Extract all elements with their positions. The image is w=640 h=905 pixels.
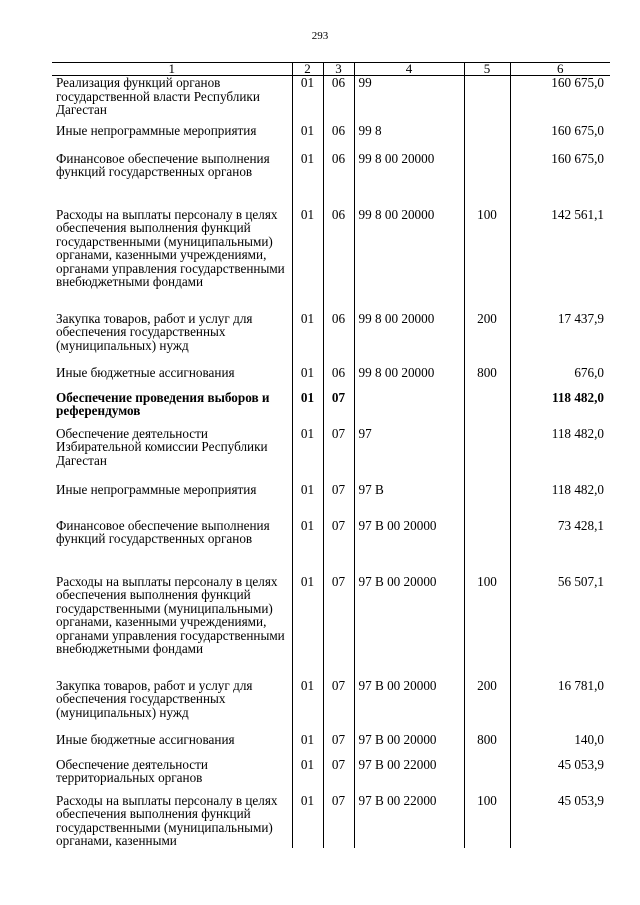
- table-row: [52, 76, 610, 124]
- table-row: [52, 575, 610, 679]
- row-chapter: 01: [292, 794, 323, 848]
- row-expense-type: [464, 519, 510, 575]
- table-row: [52, 391, 610, 427]
- row-expense-type: 100: [464, 794, 510, 848]
- row-expense-type: [464, 76, 510, 124]
- row-article: 97 В 00 20000: [354, 519, 464, 575]
- row-name: Иные бюджетные ассигнования: [52, 366, 292, 391]
- header-row: [52, 63, 610, 76]
- header-col-5: 5: [464, 63, 510, 76]
- row-subsection: 07: [323, 733, 354, 758]
- row-article: 99 8 00 20000: [354, 312, 464, 366]
- row-article: 97 В 00 20000: [354, 575, 464, 679]
- table-row: [52, 152, 610, 208]
- row-amount: 56 507,1: [510, 575, 610, 679]
- page-number: 293: [311, 30, 329, 42]
- row-expense-type: [464, 124, 510, 152]
- row-subsection: 06: [323, 124, 354, 152]
- row-expense-type: [464, 391, 510, 427]
- row-subsection: 06: [323, 208, 354, 312]
- row-name: Обеспечение проведения выборов и референдумов: [52, 391, 292, 427]
- row-article: 99: [354, 76, 464, 124]
- row-name: Иные бюджетные ассигнования: [52, 733, 292, 758]
- row-article: [354, 391, 464, 427]
- row-chapter: 01: [292, 575, 323, 679]
- row-name: Финансовое обеспечение выполнения функций государственных органов: [52, 152, 292, 208]
- row-expense-type: [464, 427, 510, 483]
- row-chapter: 01: [292, 427, 323, 483]
- table-row: [52, 208, 610, 312]
- row-name: Финансовое обеспечение выполнения функций государственных органов: [52, 519, 292, 575]
- row-subsection: 07: [323, 758, 354, 794]
- row-subsection: 07: [323, 391, 354, 427]
- row-article: 99 8 00 20000: [354, 152, 464, 208]
- row-amount: 45 053,9: [510, 758, 610, 794]
- row-name: Обеспечение деятельности территориальных органов: [52, 758, 292, 794]
- row-chapter: 01: [292, 391, 323, 427]
- row-name: Реализация функций органов государственной власти Республики Дагестан: [52, 76, 292, 124]
- row-chapter: 01: [292, 483, 323, 519]
- row-subsection: 06: [323, 152, 354, 208]
- row-article: 97 В 00 20000: [354, 733, 464, 758]
- row-amount: 16 781,0: [510, 679, 610, 733]
- row-amount: 118 482,0: [510, 391, 610, 427]
- row-expense-type: 100: [464, 208, 510, 312]
- row-chapter: 01: [292, 733, 323, 758]
- row-expense-type: 800: [464, 366, 510, 391]
- row-name: Иные непрограммные мероприятия: [52, 124, 292, 152]
- row-amount: 160 675,0: [510, 76, 610, 124]
- row-subsection: 06: [323, 76, 354, 124]
- row-article: 97 В 00 20000: [354, 679, 464, 733]
- header-col-3: 3: [323, 63, 354, 76]
- header-col-6: 6: [510, 63, 610, 76]
- row-article: 99 8: [354, 124, 464, 152]
- row-subsection: 07: [323, 427, 354, 483]
- table-row: [52, 758, 610, 794]
- row-subsection: 06: [323, 312, 354, 366]
- row-amount: 676,0: [510, 366, 610, 391]
- row-amount: 142 561,1: [510, 208, 610, 312]
- row-article: 99 8 00 20000: [354, 208, 464, 312]
- row-expense-type: 800: [464, 733, 510, 758]
- table-row: [52, 679, 610, 733]
- row-subsection: 07: [323, 794, 354, 848]
- table-body: [52, 76, 610, 848]
- row-amount: 118 482,0: [510, 483, 610, 519]
- row-subsection: 07: [323, 483, 354, 519]
- row-amount: 17 437,9: [510, 312, 610, 366]
- row-name: Иные непрограммные мероприятия: [52, 483, 292, 519]
- row-amount: 118 482,0: [510, 427, 610, 483]
- row-amount: 160 675,0: [510, 124, 610, 152]
- row-chapter: 01: [292, 124, 323, 152]
- header-col-4: 4: [354, 63, 464, 76]
- row-expense-type: [464, 758, 510, 794]
- row-chapter: 01: [292, 312, 323, 366]
- table-row: [52, 366, 610, 391]
- row-name: Расходы на выплаты персоналу в целях обеспечения выполнения функций государственными (муниципальными) органами, казенными: [52, 794, 292, 848]
- row-name: Закупка товаров, работ и услуг для обеспечения государственных (муниципальных) нужд: [52, 679, 292, 733]
- row-chapter: 01: [292, 76, 323, 124]
- row-chapter: 01: [292, 208, 323, 312]
- table-row: [52, 483, 610, 519]
- row-expense-type: [464, 483, 510, 519]
- row-article: 97 В: [354, 483, 464, 519]
- row-expense-type: [464, 152, 510, 208]
- row-expense-type: 200: [464, 312, 510, 366]
- row-chapter: 01: [292, 679, 323, 733]
- budget-table: [52, 62, 610, 848]
- row-name: Расходы на выплаты персоналу в целях обеспечения выполнения функций государственными (муниципальными) органами, казенными учреждениями, органами управления государственными внебюджетными фондами: [52, 208, 292, 312]
- row-subsection: 07: [323, 679, 354, 733]
- row-expense-type: 200: [464, 679, 510, 733]
- table-row: [52, 124, 610, 152]
- row-amount: 140,0: [510, 733, 610, 758]
- row-chapter: 01: [292, 519, 323, 575]
- table-row: [52, 427, 610, 483]
- row-chapter: 01: [292, 366, 323, 391]
- row-chapter: 01: [292, 152, 323, 208]
- table-row: [52, 733, 610, 758]
- row-article: 97 В 00 22000: [354, 794, 464, 848]
- row-subsection: 07: [323, 575, 354, 679]
- row-amount: 45 053,9: [510, 794, 610, 848]
- row-name: Закупка товаров, работ и услуг для обеспечения государственных (муниципальных) нужд: [52, 312, 292, 366]
- row-article: 99 8 00 20000: [354, 366, 464, 391]
- header-col-2: 2: [292, 63, 323, 76]
- row-amount: 160 675,0: [510, 152, 610, 208]
- row-subsection: 06: [323, 366, 354, 391]
- table-row: [52, 312, 610, 366]
- header-col-1: 1: [52, 63, 292, 76]
- row-article: 97 В 00 22000: [354, 758, 464, 794]
- row-name: Обеспечение деятельности Избирательной комиссии Республики Дагестан: [52, 427, 292, 483]
- row-chapter: 01: [292, 758, 323, 794]
- row-article: 97: [354, 427, 464, 483]
- row-expense-type: 100: [464, 575, 510, 679]
- row-name: Расходы на выплаты персоналу в целях обеспечения выполнения функций государственными (муниципальными) органами, казенными учреждениями, органами управления государственными внебюджетными фондами: [52, 575, 292, 679]
- table-row: [52, 794, 610, 848]
- row-amount: 73 428,1: [510, 519, 610, 575]
- row-subsection: 07: [323, 519, 354, 575]
- table-row: [52, 519, 610, 575]
